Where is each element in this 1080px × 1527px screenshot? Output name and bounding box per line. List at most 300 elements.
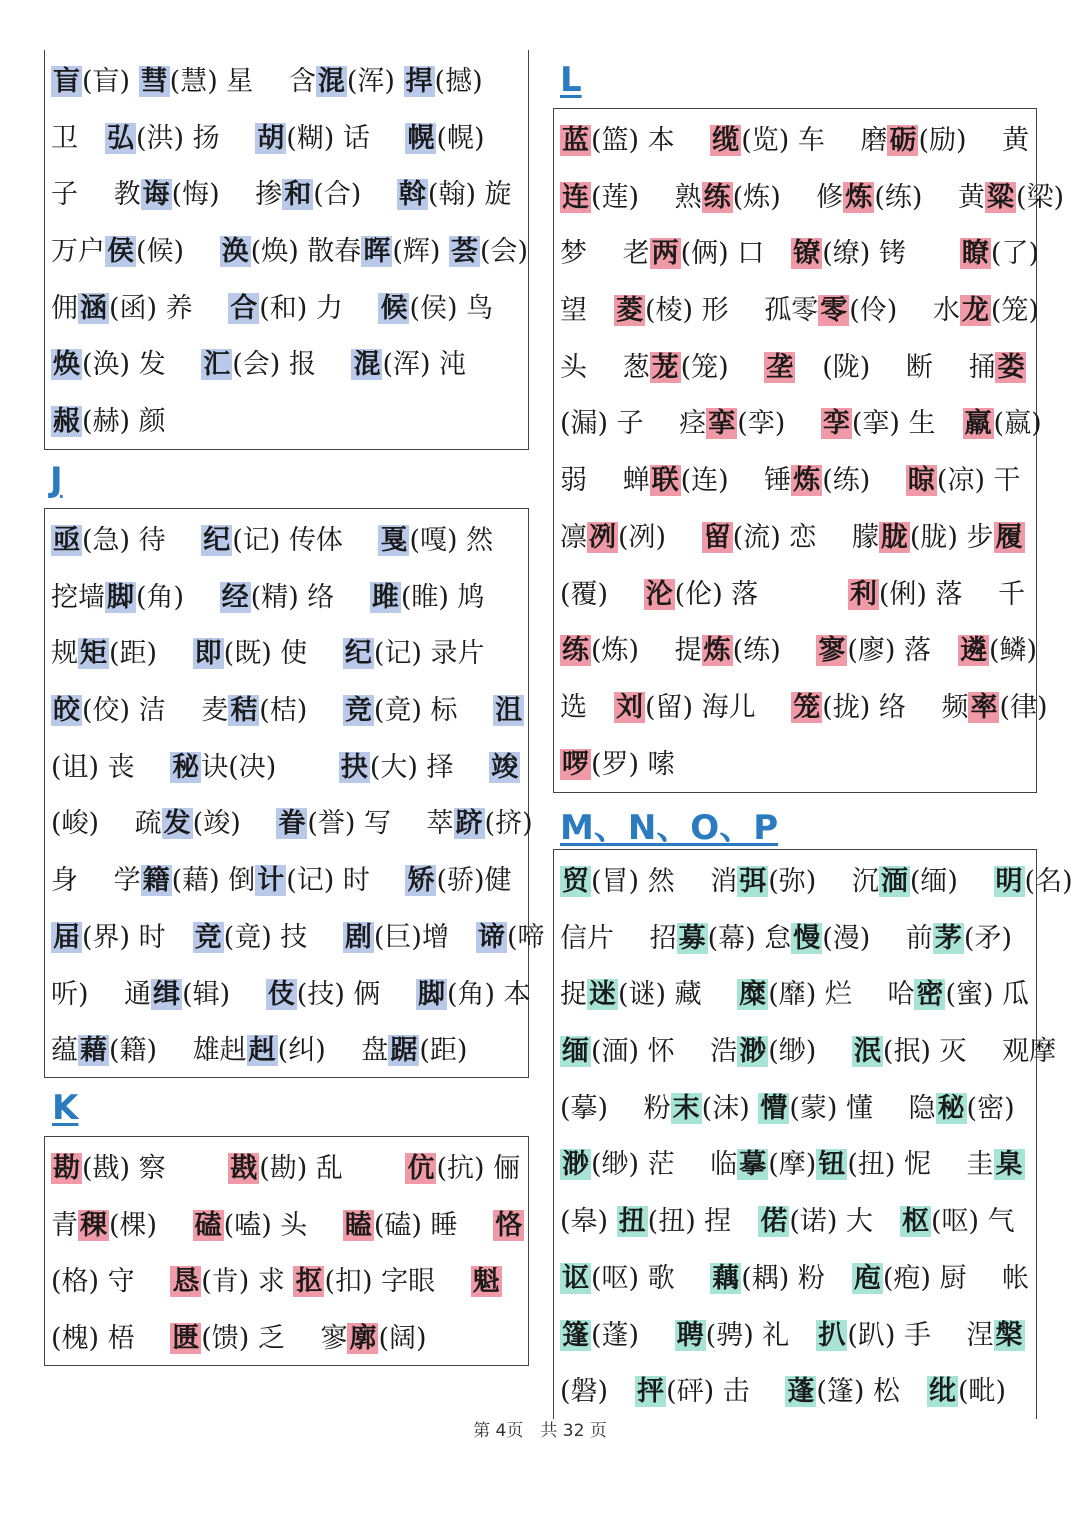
plain-text: (名) — [1024, 866, 1073, 897]
section-letter-k: K — [52, 1088, 79, 1128]
plain-text: (练) 黄 — [874, 181, 985, 213]
plain-text: 头 葱 — [560, 351, 650, 383]
plain-text: (浑) 沌 — [382, 349, 467, 381]
plain-text: (莲) 熟 — [591, 181, 702, 213]
plain-text: (励) 黄 — [918, 125, 1030, 156]
highlighted-char: 剧 — [344, 921, 372, 953]
highlighted-char: 稞 — [80, 1209, 107, 1241]
highlighted-char: 恳 — [172, 1266, 200, 1298]
text-line — [560, 1364, 1030, 1421]
plain-text: 听) 通 — [51, 978, 152, 1010]
highlighted-char: 挛 — [708, 408, 736, 440]
highlighted-char: 练 — [703, 181, 731, 213]
text-line — [51, 1023, 522, 1080]
plain-text: (誉) 写 萃 — [307, 808, 454, 840]
plain-text: (磕) 睡 — [373, 1209, 494, 1241]
plain-text: (俩) 口 — [680, 238, 792, 270]
highlighted-char: 晾 — [907, 465, 935, 497]
highlighted-char: 胧 — [880, 521, 908, 553]
section-h-panel — [44, 50, 529, 450]
highlighted-char: 胡 — [257, 122, 285, 154]
plain-text: 万户 — [51, 236, 105, 268]
highlighted-char: 渺 — [739, 1036, 767, 1068]
plain-text: (陇) 断 捅 — [795, 351, 996, 383]
highlighted-char: 经 — [221, 581, 249, 613]
plain-text: (呕) 气 — [930, 1206, 1015, 1238]
plain-text: (炼) 提 — [591, 635, 702, 667]
plain-text: (趴) 手 涅 — [847, 1319, 994, 1351]
highlighted-char: 炼 — [703, 635, 731, 667]
plain-text: 佣 — [51, 292, 78, 324]
plain-text: (肯) 求 — [201, 1266, 294, 1298]
section-letter-j: J — [50, 460, 63, 500]
plain-text: (候) — [136, 236, 220, 268]
plain-text: (幌) — [436, 122, 485, 154]
highlighted-char: 竣 — [491, 751, 519, 783]
highlighted-char: 恪 — [495, 1209, 523, 1241]
plain-text: (扭) 怩 圭 — [847, 1149, 994, 1181]
highlighted-char: 跻 — [455, 808, 483, 840]
highlighted-char: 戡 — [230, 1153, 258, 1184]
highlighted-char: 矩 — [80, 638, 107, 670]
plain-text: (练) — [822, 465, 906, 497]
section-mnop-panel — [553, 849, 1073, 1419]
plain-text: (挤) — [484, 808, 533, 840]
plain-text: (律) — [999, 691, 1048, 723]
plain-text: (抿) 灭 观摩 — [882, 1036, 1057, 1068]
plain-text: (急) 待 — [82, 525, 202, 556]
text-line — [51, 224, 529, 281]
highlighted-char: 眷 — [278, 808, 306, 840]
highlighted-char: 盲 — [53, 66, 80, 97]
highlighted-char: 懵 — [760, 1092, 788, 1124]
highlighted-char: 渺 — [562, 1149, 589, 1181]
plain-text: 规 — [51, 638, 78, 670]
plain-text: (桔) — [259, 695, 343, 727]
plain-text: (缅) — [909, 866, 994, 897]
highlighted-char: 泯 — [853, 1036, 881, 1068]
highlighted-char: 扒 — [818, 1319, 846, 1351]
plain-text: (浑) — [346, 66, 404, 97]
plain-text: (谜) 藏 — [618, 979, 738, 1011]
plain-text: (界) 时 — [82, 921, 193, 953]
highlighted-char: 聘 — [676, 1319, 704, 1351]
plain-text: 子 教 — [51, 179, 141, 211]
highlighted-char: 联 — [651, 465, 679, 497]
plain-text: (疱) 厨 帐 — [882, 1262, 1030, 1294]
plain-text: (记) 录片 — [373, 638, 485, 670]
plain-text: (伦) 落 — [674, 578, 848, 610]
highlighted-char: 缅 — [562, 1036, 589, 1068]
section-l-panel — [553, 108, 1065, 793]
plain-text: (诅) 丧 — [51, 751, 171, 783]
highlighted-char: 啰 — [562, 748, 589, 780]
highlighted-char: 茏 — [651, 351, 679, 383]
plain-text: (辉) — [392, 236, 449, 268]
highlighted-char: 缆 — [712, 125, 740, 156]
highlighted-char: 混 — [353, 349, 381, 381]
text-line — [51, 513, 522, 570]
plain-text: (覆) — [560, 578, 644, 610]
plain-text: (糊) 话 — [286, 122, 406, 154]
highlighted-char: 彗 — [140, 66, 168, 97]
highlighted-char: 练 — [562, 635, 589, 667]
text-line — [560, 226, 1039, 283]
highlighted-char: 瞌 — [344, 1209, 372, 1241]
plain-text: (既) 使 — [223, 638, 343, 670]
plain-text: (冽) — [618, 521, 702, 553]
text-line — [51, 167, 522, 224]
highlighted-char: 幌 — [407, 122, 435, 154]
highlighted-char: 槃 — [995, 1319, 1023, 1351]
plain-text: (沫) — [701, 1092, 759, 1124]
plain-text: (蜜) 瓜 — [945, 979, 1030, 1011]
plain-text: (笼) — [990, 295, 1039, 327]
plain-text: (呕) 歌 — [591, 1262, 711, 1294]
text-line — [51, 281, 522, 338]
plain-text: (啼 — [506, 921, 545, 953]
highlighted-char: 藕 — [712, 1262, 740, 1294]
highlighted-char: 竞 — [344, 695, 372, 727]
plain-text: 青 — [51, 1209, 78, 1241]
highlighted-char: 秘 — [937, 1092, 965, 1124]
highlighted-char: 秘 — [172, 751, 200, 783]
highlighted-char: 履 — [995, 521, 1023, 553]
text-line — [560, 680, 1048, 737]
highlighted-char: 魁 — [472, 1266, 500, 1298]
highlighted-char: 蓝 — [562, 125, 589, 156]
highlighted-char: 笼 — [793, 691, 821, 723]
text-line — [560, 170, 1065, 227]
plain-text: (悔) 掺 — [171, 179, 283, 211]
text-line — [51, 1311, 522, 1368]
highlighted-char: 茅 — [934, 922, 962, 954]
text-line — [560, 567, 1030, 624]
highlighted-char: 涵 — [80, 292, 107, 324]
highlighted-char: 晖 — [363, 236, 391, 268]
plain-text: (籍) 雄赳 — [109, 1035, 247, 1067]
plain-text: (密) — [966, 1092, 1015, 1124]
plain-text: 卫 — [51, 122, 105, 154]
plain-text: (摹) 粉 — [560, 1092, 671, 1124]
text-line — [560, 854, 1073, 911]
plain-text: (竟) 技 — [223, 921, 343, 953]
section-j-panel — [44, 508, 545, 1078]
highlighted-char: 糜 — [739, 979, 767, 1011]
highlighted-char: 涣 — [221, 236, 249, 268]
highlighted-char: 孪 — [822, 408, 850, 440]
highlighted-char: 籍 — [142, 865, 170, 897]
highlighted-char: 寥 — [818, 635, 846, 667]
plain-text: (蓬) — [591, 1319, 675, 1351]
highlighted-char: 汇 — [203, 349, 231, 381]
text-line — [560, 510, 1030, 567]
highlighted-char: 连 — [562, 181, 589, 213]
highlighted-char: 镣 — [793, 238, 821, 270]
text-line — [560, 911, 1030, 968]
plain-text: (合) — [313, 179, 397, 211]
highlighted-char: 沦 — [645, 578, 673, 610]
plain-text: (棵) — [109, 1209, 193, 1241]
text-line — [560, 453, 1030, 510]
plain-text: (矛) — [963, 922, 1012, 954]
plain-text: (诺) 大 — [789, 1206, 900, 1238]
highlighted-char: 蓬 — [787, 1376, 815, 1408]
plain-text: (辑) — [182, 978, 266, 1010]
highlighted-char: 即 — [194, 638, 222, 670]
plain-text: (巨)增 — [373, 921, 476, 953]
plain-text: (留) 海儿 — [645, 691, 792, 723]
highlighted-char: 合 — [230, 292, 258, 324]
text-line — [560, 340, 1030, 397]
plain-text: (大) 择 — [369, 751, 490, 783]
highlighted-char: 伉 — [407, 1153, 435, 1184]
plain-text: 身 学 — [51, 865, 141, 897]
plain-text: 挖墙 — [51, 581, 105, 613]
text-line — [560, 737, 1030, 794]
plain-text: (函) 养 — [109, 292, 229, 324]
plain-text: (缭) 铐 — [822, 238, 960, 270]
plain-text: (俐) 落 千 — [878, 578, 1026, 610]
text-line — [51, 1254, 522, 1311]
plain-text: 弱 蝉 — [560, 465, 650, 497]
plain-text: (了) — [990, 238, 1039, 270]
highlighted-char: 脚 — [107, 581, 134, 613]
highlighted-char: 弘 — [107, 122, 134, 154]
plain-text: (撼) — [434, 66, 483, 97]
highlighted-char: 零 — [820, 295, 848, 327]
plain-text: (笼) — [680, 351, 765, 383]
highlighted-char: 垄 — [766, 351, 794, 383]
plain-text: 蕴 — [51, 1035, 78, 1067]
highlighted-char: 臬 — [995, 1149, 1023, 1181]
plain-text: (炼) 修 — [732, 181, 844, 213]
plain-text: 凛 — [560, 521, 587, 553]
plain-text: (嘎) 然 — [409, 525, 494, 556]
plain-text: (藉) 倒 — [171, 865, 256, 897]
plain-text: 选 — [560, 691, 614, 723]
highlighted-char: 贸 — [562, 866, 589, 897]
highlighted-char: 皎 — [53, 695, 80, 727]
plain-text: (戡) 察 — [82, 1153, 229, 1184]
text-line — [51, 683, 522, 740]
plain-text: (盲) — [82, 66, 139, 97]
plain-text: (技) 俩 — [296, 978, 417, 1010]
highlighted-char: 雎 — [371, 581, 399, 613]
plain-text: (涣) 发 — [82, 349, 202, 381]
highlighted-char: 明 — [995, 866, 1023, 897]
plain-text: (距) — [109, 638, 193, 670]
plain-text: (靡) 烂 哈 — [768, 979, 915, 1011]
highlighted-char: 瞭 — [961, 238, 989, 270]
section-letter-l: L — [560, 60, 582, 100]
plain-text: (蒙) 懂 隐 — [789, 1092, 936, 1124]
highlighted-char: 两 — [651, 238, 679, 270]
plain-text: (骋) 礼 — [705, 1319, 817, 1351]
plain-text: 梦 老 — [560, 238, 650, 270]
plain-text: (连) 锤 — [680, 465, 792, 497]
text-line — [51, 853, 522, 910]
plain-text: (佼) 洁 麦 — [82, 695, 229, 727]
plain-text: (挛) 生 — [851, 408, 963, 440]
plain-text: (扭) 捏 — [647, 1206, 759, 1238]
highlighted-char: 炼 — [845, 181, 873, 213]
highlighted-char: 菱 — [616, 295, 643, 327]
highlighted-char: 磕 — [194, 1209, 222, 1241]
text-line — [51, 910, 545, 967]
plain-text: (练) — [732, 635, 817, 667]
highlighted-char: 赧 — [53, 406, 80, 438]
plain-text: (摩) — [768, 1149, 817, 1181]
highlighted-char: 密 — [916, 979, 944, 1011]
highlighted-char: 届 — [53, 921, 80, 953]
plain-text: 望 — [560, 295, 614, 327]
plain-text: (砰) 击 — [666, 1376, 786, 1408]
highlighted-char: 纪 — [203, 525, 231, 556]
highlighted-char: 脚 — [418, 978, 446, 1010]
text-line — [560, 1137, 1030, 1194]
highlighted-char: 慢 — [793, 922, 821, 954]
highlighted-char: 枢 — [901, 1206, 929, 1238]
plain-text: (赫) 颜 — [82, 406, 166, 438]
highlighted-char: 沮 — [495, 695, 523, 727]
highlighted-char: 伎 — [267, 978, 295, 1010]
highlighted-char: 缉 — [153, 978, 181, 1010]
highlighted-char: 荟 — [450, 236, 478, 268]
plain-text: (慧) 星 含 — [169, 66, 316, 97]
highlighted-char: 纪 — [344, 638, 372, 670]
highlighted-char: 湎 — [880, 866, 908, 897]
highlighted-char: 娄 — [997, 351, 1025, 383]
plain-text: (骄)健 — [436, 865, 512, 897]
text-line — [51, 54, 522, 111]
highlighted-char: 粱 — [986, 181, 1014, 213]
highlighted-char: 募 — [678, 922, 706, 954]
highlighted-char: 刘 — [616, 691, 643, 723]
plain-text: (槐) 梧 — [51, 1323, 171, 1355]
plain-text: (竟) 标 — [373, 695, 494, 727]
highlighted-char: 抨 — [637, 1376, 665, 1408]
highlighted-char: 冽 — [589, 521, 616, 553]
highlighted-char: 廓 — [349, 1323, 377, 1355]
plain-text: (竣) — [192, 808, 277, 840]
text-line — [560, 1251, 1030, 1308]
page-footer: 第 4页 共 32 页 — [473, 1421, 607, 1441]
plain-text: (距) — [419, 1035, 468, 1067]
highlighted-char: 发 — [163, 808, 191, 840]
plain-text: (勘) 乱 — [259, 1153, 406, 1184]
highlighted-char: 藉 — [80, 1035, 107, 1067]
plain-text: (记) 传体 — [232, 525, 379, 556]
plain-text: (孪) — [737, 408, 821, 440]
highlighted-char: 混 — [317, 66, 345, 97]
plain-text: (篮) 本 — [591, 125, 711, 156]
plain-text: (伶) 水 — [849, 295, 960, 327]
plain-text: (磐) — [560, 1376, 636, 1408]
plain-text: (棱) 形 孤零 — [645, 295, 819, 327]
highlighted-char: 勘 — [53, 1153, 80, 1184]
plain-text: 诀(决) — [201, 751, 339, 783]
plain-text: (精) 络 — [250, 581, 370, 613]
highlighted-char: 讴 — [562, 1262, 589, 1294]
highlighted-char: 亟 — [53, 525, 80, 556]
highlighted-char: 匮 — [172, 1323, 200, 1355]
text-line — [51, 570, 522, 627]
text-line — [560, 967, 1030, 1024]
highlighted-char: 扭 — [618, 1206, 646, 1238]
plain-text: (拢) 络 频 — [822, 691, 969, 723]
plain-text: (毗) — [957, 1376, 1007, 1408]
highlighted-char: 弭 — [739, 866, 767, 897]
highlighted-char: 赳 — [248, 1035, 276, 1067]
plain-text: (凉) 干 — [936, 465, 1021, 497]
highlighted-char: 捍 — [405, 66, 433, 97]
text-line — [51, 111, 522, 168]
highlighted-char: 秸 — [230, 695, 258, 727]
plain-text: (漏) 子 痉 — [560, 408, 707, 440]
plain-text: (焕) 散春 — [250, 236, 362, 268]
plain-text: (缈) — [768, 1036, 852, 1068]
plain-text: (嬴) — [993, 408, 1042, 440]
highlighted-char: 率 — [970, 691, 998, 723]
highlighted-char: 矫 — [407, 865, 435, 897]
highlighted-char: 焕 — [53, 349, 80, 381]
plain-text: (梁) — [1015, 181, 1065, 213]
highlighted-char: 斡 — [398, 179, 426, 211]
section-letter-mnop: M、N、O、P — [560, 808, 779, 848]
highlighted-char: 竞 — [194, 921, 222, 953]
highlighted-char: 钮 — [818, 1149, 846, 1181]
highlighted-char: 留 — [703, 521, 731, 553]
plain-text: (睢) 鸠 — [400, 581, 485, 613]
plain-text: (冒) 然 消 — [591, 866, 738, 897]
text-line — [51, 1141, 522, 1198]
text-line — [560, 1194, 1030, 1251]
plain-text: (篷) 松 — [816, 1376, 927, 1408]
highlighted-char: 龙 — [961, 295, 989, 327]
plain-text: (流) 恋 朦 — [732, 521, 879, 553]
text-line — [51, 337, 522, 394]
text-line — [560, 113, 1030, 170]
highlighted-char: 计 — [257, 865, 285, 897]
highlighted-char: 遴 — [959, 635, 987, 667]
highlighted-char: 抠 — [295, 1266, 323, 1298]
highlighted-char: 篷 — [562, 1319, 589, 1351]
highlighted-char: 利 — [849, 578, 877, 610]
plain-text: (洪) 扬 — [136, 122, 256, 154]
highlighted-char: 和 — [284, 179, 312, 211]
highlighted-char: 候 — [380, 292, 408, 324]
plain-text: (览) 车 磨 — [741, 125, 888, 156]
plain-text: (侯) 鸟 — [409, 292, 494, 324]
text-line — [560, 623, 1038, 680]
text-line — [51, 1198, 522, 1255]
text-line — [560, 1024, 1057, 1081]
plain-text: 信片 招 — [560, 922, 677, 954]
plain-text: (皋) — [560, 1206, 617, 1238]
plain-text: (缈) 茫 临 — [591, 1149, 738, 1181]
highlighted-char: 末 — [672, 1092, 700, 1124]
section-k-panel — [44, 1136, 529, 1366]
plain-text: (耦) 粉 — [741, 1262, 852, 1294]
text-line — [560, 1308, 1030, 1365]
plain-text: (角) — [136, 581, 220, 613]
plain-text: (峻) 疏 — [51, 808, 162, 840]
highlighted-char: 炼 — [793, 465, 821, 497]
text-line — [51, 796, 533, 853]
plain-text: 捉 — [560, 979, 587, 1011]
plain-text: (嗑) 头 — [223, 1209, 343, 1241]
